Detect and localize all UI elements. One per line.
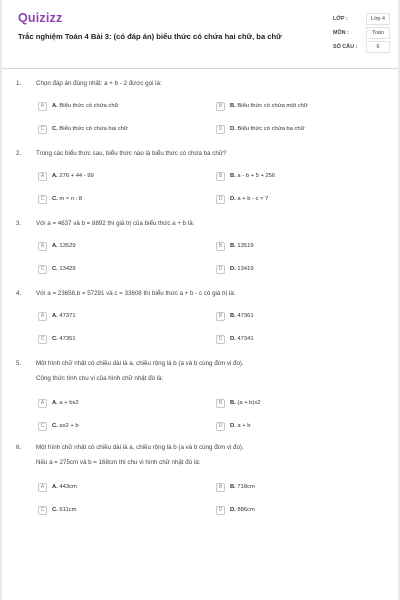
option-letter-box: A xyxy=(38,102,47,111)
option-letter-box: C xyxy=(38,195,47,204)
question-text: Chọn đáp án đúng nhất: a + b - 2 được gọi là: xyxy=(36,80,162,87)
option-letter-box: A xyxy=(38,399,47,408)
option-c[interactable] xyxy=(38,263,76,275)
option-a[interactable] xyxy=(38,397,79,409)
option-letter-box: A xyxy=(38,242,47,251)
question-text: Với a = 23658,b = 57291 và c = 33608 thì biểu thức a + b - c có giá trị là: xyxy=(36,290,236,297)
option-letter-box: B xyxy=(216,399,225,408)
option-text: C. ax2 + b xyxy=(52,423,79,429)
option-a[interactable] xyxy=(38,240,76,252)
option-text: D. 13419 xyxy=(230,266,254,272)
option-letter-box: D xyxy=(216,506,225,515)
meta-value: 6 xyxy=(366,41,390,53)
option-letter-box: B xyxy=(216,102,225,111)
option-b[interactable] xyxy=(216,100,308,112)
option-text: A. 13529 xyxy=(52,243,76,249)
option-text: A. a + bx2 xyxy=(52,400,79,406)
option-c[interactable] xyxy=(38,333,76,345)
option-letter-box: C xyxy=(38,335,47,344)
option-d[interactable] xyxy=(216,504,255,516)
option-d[interactable] xyxy=(216,123,305,135)
option-d[interactable] xyxy=(216,333,254,345)
option-text: D. a + b xyxy=(230,423,251,429)
option-text: B. Biểu thức có chứa một chữ xyxy=(230,103,308,109)
option-letter-box: D xyxy=(216,125,225,134)
option-text: B. a - b + 5 + 256 xyxy=(230,173,276,179)
worksheet-page xyxy=(2,0,398,600)
option-letter-box: C xyxy=(38,506,47,515)
option-a[interactable] xyxy=(38,170,94,182)
question-subtext: Công thức tính chu vi của hình chữ nhật đó là: xyxy=(36,375,164,382)
option-letter-box: C xyxy=(38,265,47,274)
option-d[interactable] xyxy=(216,420,250,432)
question-number: 5. xyxy=(16,360,22,367)
option-text: D. a + b - c × 7 xyxy=(230,196,269,202)
option-text: D. Biểu thức có chứa ba chữ xyxy=(230,126,305,132)
option-c[interactable] xyxy=(38,123,128,135)
option-letter-box: D xyxy=(216,195,225,204)
question-number: 2. xyxy=(16,150,22,157)
option-text: B. 718cm xyxy=(230,484,255,490)
question-text: Một hình chữ nhật có chiều dài là a, chiều rộng là b (a và b cùng đơn vị đo). xyxy=(36,360,244,367)
option-text: A. Biểu thức có chứa chữ xyxy=(52,103,119,109)
option-letter-box: D xyxy=(216,422,225,431)
option-a[interactable] xyxy=(38,481,77,493)
option-c[interactable] xyxy=(38,193,82,205)
option-a[interactable] xyxy=(38,310,76,322)
option-text: B. 13519 xyxy=(230,243,254,249)
question-number: 1. xyxy=(16,80,22,87)
meta-label: SỐ CÂU : xyxy=(333,44,358,50)
question-text: Trong các biểu thức sau, biểu thức nào là biểu thức có chứa ba chữ? xyxy=(36,150,227,157)
option-letter-box: B xyxy=(216,483,225,492)
option-text: C. 13429 xyxy=(52,266,76,272)
option-text: C. m × n : 8 xyxy=(52,196,83,202)
meta-box xyxy=(333,13,391,55)
option-letter-box: C xyxy=(38,422,47,431)
meta-value: Lớp 4 xyxy=(366,13,390,25)
question-subtext: Nếu a = 275cm và b = 168cm thì chu vi hình chữ nhật đó là: xyxy=(36,459,201,466)
option-text: A. 276 + 44 - 99 xyxy=(52,173,94,179)
option-b[interactable] xyxy=(216,310,254,322)
option-text: A. 443cm xyxy=(52,484,77,490)
option-b[interactable] xyxy=(216,481,255,493)
option-b[interactable] xyxy=(216,240,254,252)
option-b[interactable] xyxy=(216,170,275,182)
option-letter-box: A xyxy=(38,312,47,321)
option-d[interactable] xyxy=(216,193,268,205)
option-letter-box: B xyxy=(216,172,225,181)
option-letter-box: B xyxy=(216,242,225,251)
worksheet-header xyxy=(2,0,398,69)
option-text: C. 611cm xyxy=(52,507,77,513)
option-text: D. 47341 xyxy=(230,336,254,342)
option-letter-box: A xyxy=(38,172,47,181)
option-text: C. 47351 xyxy=(52,336,76,342)
option-d[interactable] xyxy=(216,263,254,275)
question-text: Một hình chữ nhật có chiều dài là a, chiều rộng là b (a và b cùng đơn vị đo). xyxy=(36,444,244,451)
option-text: B. 47361 xyxy=(230,313,254,319)
meta-subject xyxy=(333,27,391,41)
option-text: B. (a + b)x2 xyxy=(230,400,261,406)
option-letter-box: C xyxy=(38,125,47,134)
meta-question-count xyxy=(333,41,391,55)
option-letter-box: A xyxy=(38,483,47,492)
option-letter-box: B xyxy=(216,312,225,321)
option-b[interactable] xyxy=(216,397,260,409)
worksheet-title: Trắc nghiệm Toán 4 Bài 3: (có đáp án) biểu thức có chứa hai chữ, ba chữ xyxy=(18,32,282,41)
meta-value: Toán xyxy=(366,27,390,39)
option-letter-box: D xyxy=(216,265,225,274)
option-letter-box: D xyxy=(216,335,225,344)
meta-grade xyxy=(333,13,391,27)
option-text: C. Biểu thức có chứa hai chữ xyxy=(52,126,128,132)
question-number: 3. xyxy=(16,220,22,227)
option-c[interactable] xyxy=(38,420,79,432)
option-c[interactable] xyxy=(38,504,76,516)
question-number: 6. xyxy=(16,444,22,451)
option-text: D. 886cm xyxy=(230,507,255,513)
quizizz-logo: Quizizz xyxy=(18,11,63,25)
meta-label: LỚP : xyxy=(333,16,348,22)
option-a[interactable] xyxy=(38,100,118,112)
question-number: 4. xyxy=(16,290,22,297)
question-text: Với a = 4637 và b = 8892 thì giá trị của biểu thức a + b là: xyxy=(36,220,195,227)
meta-label: MÔN : xyxy=(333,30,349,36)
option-text: A. 47371 xyxy=(52,313,76,319)
